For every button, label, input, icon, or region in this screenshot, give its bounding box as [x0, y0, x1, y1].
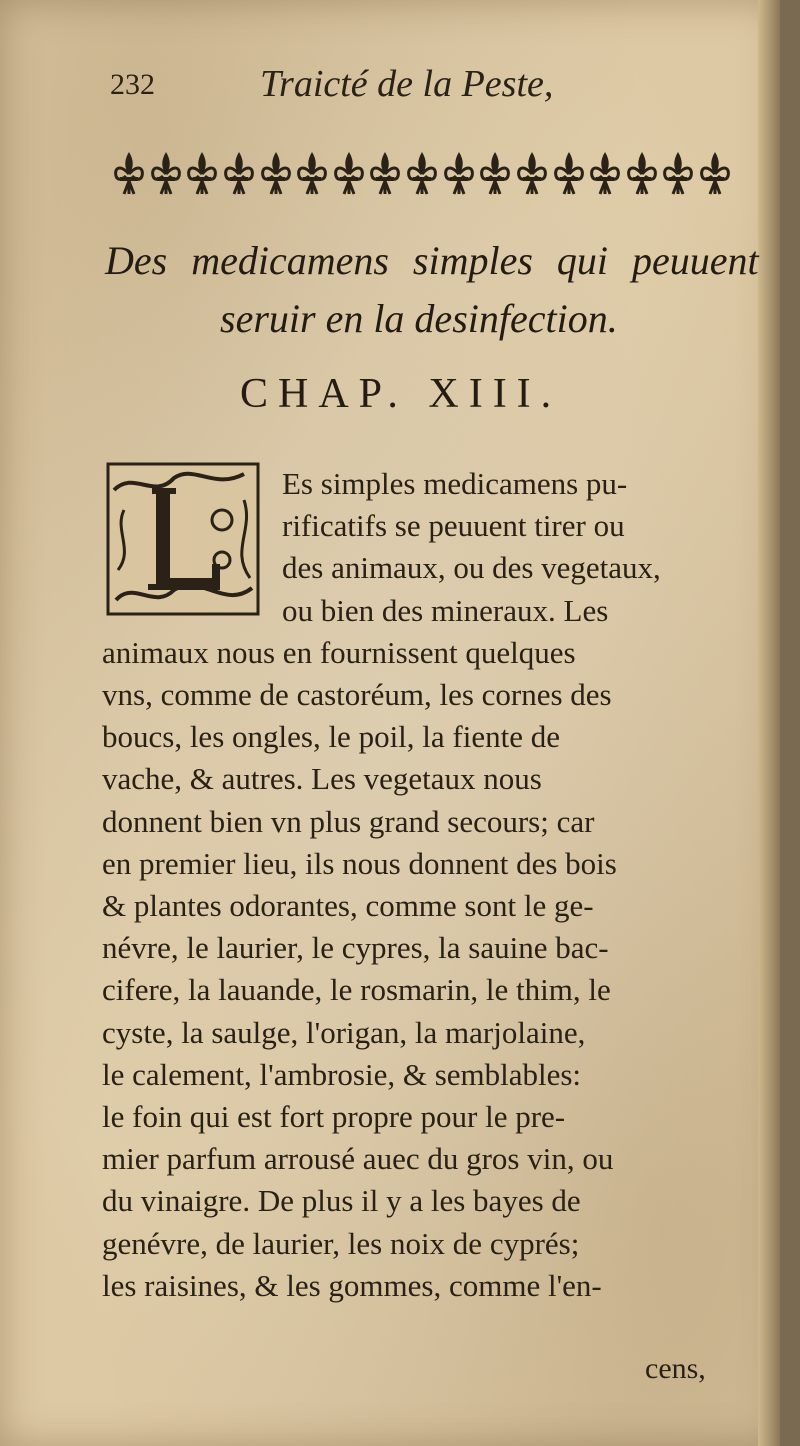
fleur-de-lis-icon [222, 150, 256, 200]
body-line: cifere, la lauande, le rosmarin, le thim, le [102, 972, 611, 1008]
body-line: Es simples medicamens pu- [282, 466, 628, 501]
body-line: cyste, la saulge, l'origan, la marjolaine, [102, 1014, 586, 1050]
fleur-de-lis-icon [295, 150, 329, 200]
body-line: & plantes odorantes, comme sont le ge- [102, 888, 594, 923]
chapter-heading [100, 232, 760, 348]
fleur-de-lis-icon [149, 150, 183, 200]
fleur-de-lis-icon [442, 150, 476, 200]
page-number: 232 [110, 68, 155, 101]
ornament-band [112, 150, 732, 200]
fleur-de-lis-icon [368, 150, 402, 200]
body-line: le foin qui est fort propre pour le pre- [102, 1099, 566, 1134]
fleur-de-lis-icon [259, 150, 293, 200]
fleur-de-lis-icon [661, 150, 695, 200]
fleur-de-lis-icon [332, 150, 366, 200]
chapter-heading-line-2: seruir en la desinfection. [220, 296, 618, 341]
fleur-de-lis-icon [588, 150, 622, 200]
fleur-de-lis-icon [625, 150, 659, 200]
body-line: vns, comme de castoréum, les cornes des [102, 677, 612, 712]
catchword: cens, [645, 1352, 706, 1385]
body-line: rificatifs se peuuent tirer ou [282, 508, 625, 544]
body-line: animaux nous en fournissent quelques [102, 634, 576, 670]
body-line: vache, & autres. Les vegetaux nous [102, 761, 542, 797]
body-line: en premier lieu, ils nous donnent des bois [102, 845, 617, 881]
chapter-heading-line-1: Des medicamens simples qui peuuent [105, 238, 759, 283]
body-line: boucs, les ongles, le poil, la fiente de [102, 719, 560, 755]
fleur-de-lis-icon [698, 150, 732, 200]
fleur-de-lis-icon [515, 150, 549, 200]
body-line: mier parfum arrousé auec du gros vin, ou [102, 1141, 614, 1177]
fleur-de-lis-icon [405, 150, 439, 200]
fleur-de-lis-icon [112, 150, 146, 200]
body-line: le calement, l'ambrosie, & semblables: [102, 1056, 582, 1092]
body-line: névre, le laurier, le cypres, la sauine bac- [102, 930, 609, 966]
decorated-initial-L-icon [104, 460, 264, 620]
running-head [110, 62, 670, 112]
body-line: ou bien des mineraux. Les [282, 592, 609, 628]
body-line: donnent bien vn plus grand secours; car [102, 803, 595, 839]
fleur-de-lis-icon [552, 150, 586, 200]
body-line: des animaux, ou des vegetaux, [282, 550, 661, 586]
body-line: du vinaigre. De plus il y a les bayes de [102, 1183, 581, 1219]
page-edge [758, 0, 780, 1446]
body-line: les raisines, & les gommes, comme l'en- [102, 1267, 602, 1303]
running-title: Traicté de la Peste, [260, 63, 554, 105]
body-line: genévre, de laurier, les noix de cyprés; [102, 1225, 580, 1261]
fleur-de-lis-icon [185, 150, 219, 200]
fleur-de-lis-icon [478, 150, 512, 200]
chapter-number: CHAP. XIII. [240, 371, 562, 417]
